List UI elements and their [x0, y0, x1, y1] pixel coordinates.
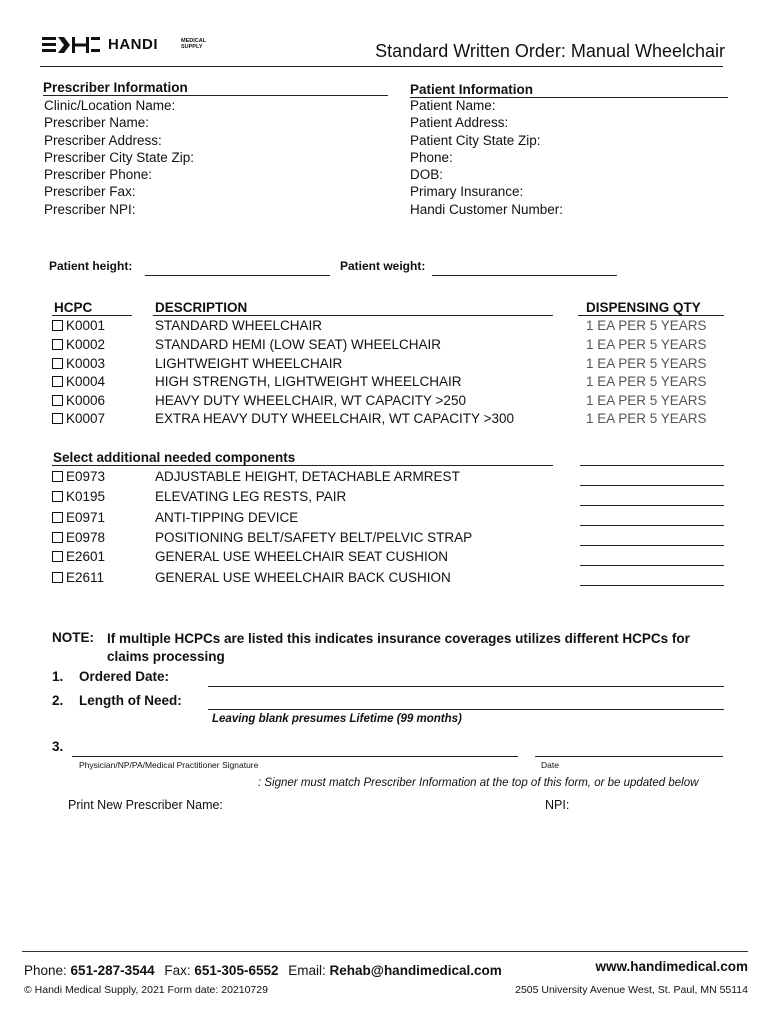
hcpc-qty: 1 EA PER 5 YEARS [586, 356, 707, 371]
note-line-2: claims processing [107, 649, 225, 664]
hcpc-qty: 1 EA PER 5 YEARS [586, 337, 707, 352]
table-row [52, 318, 707, 333]
footer-contact [24, 963, 502, 978]
hcpc-qty: 1 EA PER 5 YEARS [586, 411, 707, 426]
component-qty-input-1[interactable] [580, 485, 724, 486]
fax-number: 651-305-6552 [194, 963, 279, 978]
brand-sub-line1: MEDICAL [181, 38, 207, 44]
email-label: Email: [288, 963, 330, 978]
component-qty-input-2[interactable] [580, 505, 724, 506]
description-header-rule [153, 315, 553, 316]
components-heading: Select additional needed components [53, 450, 296, 465]
handi-logo-icon [40, 34, 102, 56]
note-text [107, 630, 690, 666]
website-link[interactable]: www.handimedical.com [595, 959, 748, 974]
hcpc-header-rule [52, 315, 132, 316]
brand-name: HANDI [108, 36, 158, 53]
hcpc-qty: 1 EA PER 5 YEARS [586, 393, 707, 408]
customer-number-field: Handi Customer Number: [410, 201, 564, 217]
prescriber-fields [44, 97, 194, 218]
prescriber-heading: Prescriber Information [43, 80, 188, 95]
k0007-checkbox[interactable] [52, 413, 63, 424]
component-code: E0973 [66, 469, 106, 484]
page-title: Standard Written Order: Manual Wheelchair [375, 41, 725, 61]
hcpc-description: EXTRA HEAVY DUTY WHEELCHAIR, WT CAPACITY >300 [155, 411, 514, 426]
qty-column-header: DISPENSING QTY [586, 300, 701, 315]
component-description: ADJUSTABLE HEIGHT, DETACHABLE ARMREST [155, 469, 460, 484]
email-address[interactable]: Rehab@handimedical.com [329, 963, 502, 978]
print-name-label: Print New Prescriber Name: [68, 798, 223, 812]
component-description: GENERAL USE WHEELCHAIR SEAT CUSHION [155, 549, 449, 564]
k0002-checkbox[interactable] [52, 339, 63, 350]
hcpc-description: HIGH STRENGTH, LIGHTWEIGHT WHEELCHAIR [155, 374, 462, 389]
table-row [52, 356, 707, 371]
signature-input[interactable] [72, 756, 518, 757]
component-qty-input-5[interactable] [580, 565, 724, 566]
hcpc-description: HEAVY DUTY WHEELCHAIR, WT CAPACITY >250 [155, 393, 466, 408]
prescriber-fax-field: Prescriber Fax: [44, 184, 136, 200]
component-description: ANTI-TIPPING DEVICE [155, 510, 299, 525]
e2611-checkbox[interactable] [52, 572, 63, 583]
hcpc-code: K0002 [66, 337, 106, 352]
length-of-need-label: Length of Need: [79, 693, 182, 708]
list-item [52, 510, 299, 525]
k0003-checkbox[interactable] [52, 358, 63, 369]
e2601-checkbox[interactable] [52, 551, 63, 562]
item-1-number: 1. [52, 669, 64, 684]
k0006-checkbox[interactable] [52, 395, 63, 406]
k0004-checkbox[interactable] [52, 376, 63, 387]
note-line-1: If multiple HCPCs are listed this indicates insurance coverages utilizes different HCPCs for [107, 631, 690, 646]
copyright: © Handi Medical Supply, 2021 Form date: 20210729 [24, 984, 268, 996]
patient-dob-field: DOB: [410, 167, 444, 183]
signature-date-input[interactable] [535, 756, 723, 757]
hcpc-column-header: HCPC [54, 300, 93, 315]
npi-label: NPI: [545, 798, 570, 812]
item-3-number: 3. [52, 739, 64, 754]
component-qty-input-6[interactable] [580, 585, 724, 586]
header-rule [40, 66, 723, 67]
patient-name-field: Patient Name: [410, 98, 496, 113]
component-description: ELEVATING LEG RESTS, PAIR [155, 489, 347, 504]
hcpc-description: STANDARD HEMI (LOW SEAT) WHEELCHAIR [155, 337, 442, 352]
k0195-checkbox[interactable] [52, 491, 63, 502]
component-code: E2601 [66, 549, 106, 564]
prescriber-phone-field: Prescriber Phone: [44, 167, 153, 183]
list-item [52, 489, 347, 504]
prescriber-address-field: Prescriber Address: [44, 132, 162, 148]
e0971-checkbox[interactable] [52, 512, 63, 523]
hcpc-code: K0006 [66, 393, 106, 408]
fax-label: Fax: [164, 963, 195, 978]
component-code: E2611 [66, 570, 105, 585]
clinic-name-field: Clinic/Location Name: [44, 98, 176, 113]
prescriber-heading-rule [43, 95, 388, 96]
primary-insurance-field: Primary Insurance: [410, 184, 524, 200]
list-item [52, 469, 460, 484]
hcpc-code: K0003 [66, 356, 106, 371]
description-column-header: DESCRIPTION [155, 300, 248, 315]
brand-sub-line2: SUPPLY [181, 44, 203, 50]
footer-address: 2505 University Avenue West, St. Paul, MN 55114 [515, 984, 748, 996]
length-of-need-input[interactable] [208, 709, 724, 710]
list-item [52, 549, 449, 564]
hcpc-qty: 1 EA PER 5 YEARS [586, 318, 707, 333]
component-code: E0971 [66, 510, 106, 525]
lifetime-note: Leaving blank presumes Lifetime (99 months) [212, 713, 462, 725]
date-caption: Date [541, 760, 559, 770]
component-code: E0978 [66, 530, 106, 545]
patient-fields [410, 97, 563, 218]
component-code: K0195 [66, 489, 106, 504]
table-row [52, 337, 707, 352]
prescriber-city-field: Prescriber City State Zip: [44, 149, 195, 165]
component-qty-input-3[interactable] [580, 525, 724, 526]
list-item [52, 570, 451, 585]
table-row [52, 393, 707, 408]
patient-address-field: Patient Address: [410, 115, 509, 131]
note-label: NOTE: [52, 630, 94, 645]
hcpc-description: LIGHTWEIGHT WHEELCHAIR [155, 356, 343, 371]
list-item [52, 530, 473, 545]
patient-phone-field: Phone: [410, 149, 453, 165]
e0978-checkbox[interactable] [52, 532, 63, 543]
signer-note: : Signer must match Prescriber Information at the top of this form, or be updated below [258, 777, 699, 789]
patient-city-field: Patient City State Zip: [410, 132, 541, 148]
hcpc-qty: 1 EA PER 5 YEARS [586, 374, 707, 389]
components-heading-rule [52, 465, 553, 466]
e0973-checkbox[interactable] [52, 471, 63, 482]
prescriber-npi-field: Prescriber NPI: [44, 201, 136, 217]
hcpc-code: K0007 [66, 411, 106, 426]
patient-weight-input[interactable] [432, 275, 617, 276]
k0001-checkbox[interactable] [52, 320, 63, 331]
signature-caption: Physician/NP/PA/Medical Practitioner Signature [79, 760, 259, 770]
item-2-number: 2. [52, 693, 64, 708]
table-row [52, 374, 707, 389]
hcpc-code: K0001 [66, 318, 106, 333]
qty-header-rule [578, 315, 724, 316]
prescriber-name-field: Prescriber Name: [44, 115, 150, 131]
table-row [52, 411, 707, 426]
ordered-date-label: Ordered Date: [79, 669, 170, 684]
phone-label: Phone: [24, 963, 71, 978]
phone-number: 651-287-3544 [70, 963, 155, 978]
component-qty-input-4[interactable] [580, 545, 724, 546]
footer-rule [22, 951, 748, 952]
patient-height-label: Patient height: [49, 259, 133, 273]
brand-sub [181, 38, 206, 50]
handi-logo [40, 34, 102, 61]
component-qty-input-0[interactable] [580, 465, 724, 466]
patient-weight-label: Patient weight: [340, 259, 426, 273]
component-description: GENERAL USE WHEELCHAIR BACK CUSHION [155, 570, 451, 585]
ordered-date-input[interactable] [208, 686, 724, 687]
patient-height-input[interactable] [145, 275, 330, 276]
component-description: POSITIONING BELT/SAFETY BELT/PELVIC STRAP [155, 530, 473, 545]
patient-heading: Patient Information [410, 82, 534, 97]
hcpc-code: K0004 [66, 374, 106, 389]
hcpc-description: STANDARD WHEELCHAIR [155, 318, 323, 333]
